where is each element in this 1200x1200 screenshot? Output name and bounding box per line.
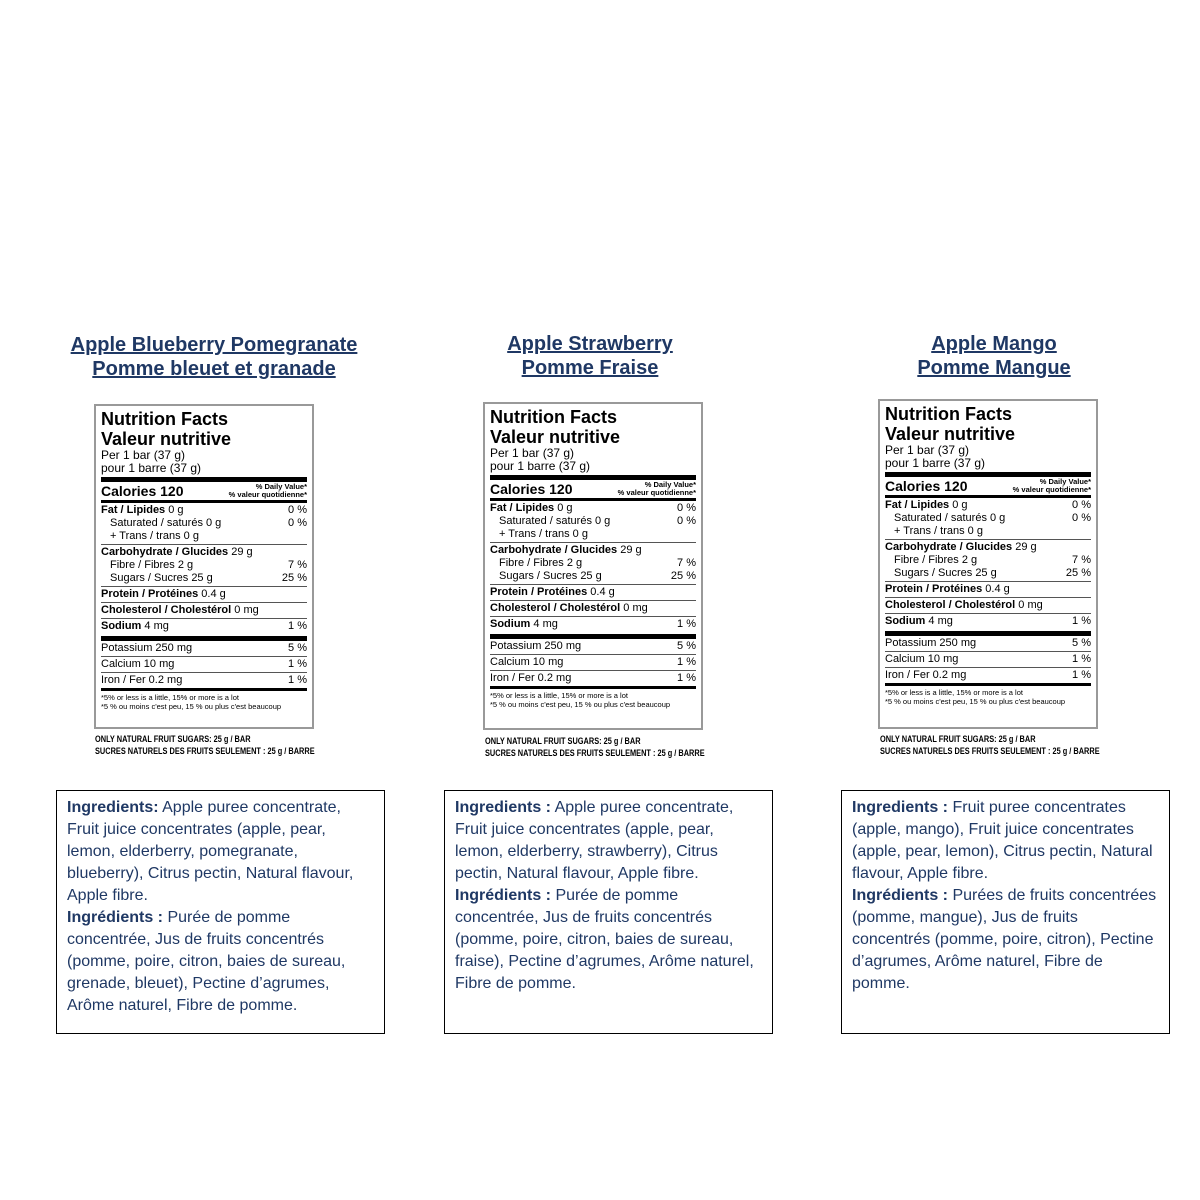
calcium-dv: 1 % bbox=[677, 656, 696, 668]
ingredients-fr-label: Ingrédients : bbox=[455, 887, 552, 904]
footnote-fr: *5 % ou moins c'est peu, 15 % ou plus c'est beaucoup bbox=[101, 702, 282, 711]
fibre: Fibre / Fibres 2 g bbox=[894, 554, 978, 566]
protein-label: Protein / Protéines bbox=[101, 588, 199, 600]
sugars-dv: 25 % bbox=[281, 572, 307, 584]
sugar-note bbox=[485, 735, 705, 759]
calcium-dv: 1 % bbox=[288, 658, 307, 670]
ingredients-en-text: Apple puree concentrate, Fruit juice concentrates (apple, pear, lemon, elderberry, pomegranate, blueberry), Citrus pectin, Natural flavour, Apple fibre. bbox=[67, 799, 354, 904]
dv-fr: % valeur quotidienne* bbox=[1012, 485, 1091, 494]
serving-en: Per 1 bar (37 g) bbox=[101, 448, 186, 462]
sugar-note bbox=[880, 733, 1100, 757]
nf-heading-fr: Valeur nutritive bbox=[101, 429, 232, 449]
calcium: Calcium 10 mg bbox=[101, 658, 175, 670]
sodium-value: 4 mg bbox=[928, 615, 953, 627]
carb-value: 29 g bbox=[1015, 541, 1037, 553]
ingredients-box bbox=[841, 790, 1170, 1034]
saturated: Saturated / saturés 0 g bbox=[499, 515, 611, 527]
product-title bbox=[894, 332, 1094, 380]
title-en: Apple Strawberry bbox=[507, 333, 673, 355]
calcium: Calcium 10 mg bbox=[490, 656, 564, 668]
iron-dv: 1 % bbox=[1072, 669, 1091, 681]
calories-value: 120 bbox=[944, 478, 968, 494]
iron-dv: 1 % bbox=[288, 674, 307, 686]
sugar-note-en: ONLY NATURAL FRUIT SUGARS: 25 g / BAR bbox=[485, 736, 641, 746]
protein-value: 0.4 g bbox=[985, 583, 1010, 595]
sugars-dv: 25 % bbox=[670, 570, 696, 582]
calcium: Calcium 10 mg bbox=[885, 653, 959, 665]
nf-heading-fr: Valeur nutritive bbox=[885, 424, 1016, 444]
sat-trans-dv: 0 % bbox=[288, 517, 307, 529]
carb-value: 29 g bbox=[620, 544, 642, 556]
fat-label: Fat / Lipides bbox=[101, 504, 166, 516]
serving-fr: pour 1 barre (37 g) bbox=[101, 461, 202, 475]
trans: + Trans / trans 0 g bbox=[894, 525, 983, 537]
ingredients-en-label: Ingredients: bbox=[67, 799, 159, 816]
footnote bbox=[101, 691, 307, 711]
potassium: Potassium 250 mg bbox=[101, 642, 193, 654]
ingredients-box bbox=[444, 790, 773, 1034]
chol-value: 0 mg bbox=[1018, 599, 1043, 611]
trans: + Trans / trans 0 g bbox=[110, 530, 199, 542]
sugars-dv: 25 % bbox=[1065, 567, 1091, 579]
sugar-note-fr: SUCRES NATURELS DES FRUITS SEULEMENT : 25 g / BARRE bbox=[880, 746, 1100, 756]
footnote-en: *5% or less is a little, 15% or more is a lot bbox=[885, 688, 1023, 697]
fat-group bbox=[101, 503, 307, 544]
sodium-dv: 1 % bbox=[677, 618, 696, 630]
serving-fr: pour 1 barre (37 g) bbox=[490, 459, 591, 473]
nutrition-facts-label bbox=[878, 399, 1098, 729]
fat-label: Fat / Lipides bbox=[885, 499, 950, 511]
nutrition-facts-label bbox=[94, 404, 314, 729]
footnote-en: *5% or less is a little, 15% or more is a lot bbox=[101, 693, 239, 702]
dv-en: % Daily Value* bbox=[255, 482, 307, 491]
sugar-note-fr: SUCRES NATURELS DES FRUITS SEULEMENT : 25 g / BARRE bbox=[95, 746, 315, 756]
footnote bbox=[885, 686, 1091, 706]
calories-row bbox=[101, 482, 307, 500]
sodium-dv: 1 % bbox=[1072, 615, 1091, 627]
carb-group bbox=[101, 545, 307, 586]
footnote-fr: *5 % ou moins c'est peu, 15 % ou plus c'est beaucoup bbox=[490, 700, 671, 709]
nf-heading-en: Nutrition Facts bbox=[490, 407, 618, 427]
ingredients-en-label: Ingredients : bbox=[852, 799, 949, 816]
calories-value: 120 bbox=[160, 483, 184, 499]
sodium-value: 4 mg bbox=[533, 618, 558, 630]
calories-row bbox=[885, 477, 1091, 495]
fat-dv: 0 % bbox=[677, 502, 696, 514]
sodium-label: Sodium bbox=[885, 615, 926, 627]
ingredients-fr-text: Purée de pomme concentrée, Jus de fruits concentrés (pomme, poire, citron, baies de sureau, grenade, bleuet), Pectine d’agrumes, Arôme naturel, Fibre de pomme. bbox=[67, 909, 346, 1014]
iron: Iron / Fer 0.2 mg bbox=[885, 669, 967, 681]
fibre-dv: 7 % bbox=[677, 557, 696, 569]
nf-heading-fr: Valeur nutritive bbox=[490, 427, 621, 447]
fibre-dv: 7 % bbox=[1072, 554, 1091, 566]
fat-value: 0 g bbox=[557, 502, 573, 514]
calories-label: Calories bbox=[885, 478, 941, 494]
nf-heading-en: Nutrition Facts bbox=[101, 409, 229, 429]
ingredients-box bbox=[56, 790, 385, 1034]
sugar-note-en: ONLY NATURAL FRUIT SUGARS: 25 g / BAR bbox=[95, 734, 251, 744]
sodium-value: 4 mg bbox=[144, 620, 169, 632]
title-fr: Pomme bleuet et granade bbox=[92, 358, 336, 380]
chol-value: 0 mg bbox=[623, 602, 648, 614]
calories-label: Calories bbox=[490, 481, 546, 497]
fibre: Fibre / Fibres 2 g bbox=[499, 557, 583, 569]
footnote-en: *5% or less is a little, 15% or more is a lot bbox=[490, 691, 628, 700]
calories-row bbox=[490, 480, 696, 498]
sat-trans-dv: 0 % bbox=[1072, 512, 1091, 524]
carb-value: 29 g bbox=[231, 546, 253, 558]
sugars: Sugars / Sucres 25 g bbox=[110, 572, 213, 584]
potassium-dv: 5 % bbox=[288, 642, 307, 654]
sugar-note-en: ONLY NATURAL FRUIT SUGARS: 25 g / BAR bbox=[880, 734, 1036, 744]
saturated: Saturated / saturés 0 g bbox=[894, 512, 1006, 524]
trans: + Trans / trans 0 g bbox=[499, 528, 588, 540]
carb-label: Carbohydrate / Glucides bbox=[101, 546, 229, 558]
ingredients-fr-text: Purées de fruits concentrées (pomme, mangue), Jus de fruits concentrés (pomme, poire, citron), Pectine d’agrumes, Arôme naturel, Fibre de pomme. bbox=[852, 887, 1157, 992]
carb-label: Carbohydrate / Glucides bbox=[490, 544, 618, 556]
iron-dv: 1 % bbox=[677, 672, 696, 684]
title-en: Apple Blueberry Pomegranate bbox=[70, 334, 358, 356]
protein-value: 0.4 g bbox=[590, 586, 615, 598]
ingredients-en-label: Ingredients : bbox=[455, 799, 552, 816]
protein-value: 0.4 g bbox=[201, 588, 226, 600]
dv-en: % Daily Value* bbox=[1039, 477, 1091, 486]
product-title bbox=[70, 333, 358, 381]
serving-fr: pour 1 barre (37 g) bbox=[885, 456, 986, 470]
protein-label: Protein / Protéines bbox=[490, 586, 588, 598]
ingredients-fr-label: Ingrédients : bbox=[67, 909, 164, 926]
potassium-dv: 5 % bbox=[677, 640, 696, 652]
calories-label: Calories bbox=[101, 483, 157, 499]
sugar-note-fr: SUCRES NATURELS DES FRUITS SEULEMENT : 25 g / BARRE bbox=[485, 748, 705, 758]
sodium-label: Sodium bbox=[101, 620, 142, 632]
ingredients-en-text: Apple puree concentrate, Fruit juice concentrates (apple, pear, lemon, elderberry, strawberry), Citrus pectin, Natural flavour, Apple fibre. bbox=[455, 799, 734, 882]
serving-en: Per 1 bar (37 g) bbox=[490, 446, 575, 460]
calcium-dv: 1 % bbox=[1072, 653, 1091, 665]
potassium: Potassium 250 mg bbox=[885, 637, 977, 649]
title-fr: Pomme Mangue bbox=[917, 357, 1071, 379]
serving-en: Per 1 bar (37 g) bbox=[885, 443, 970, 457]
iron: Iron / Fer 0.2 mg bbox=[490, 672, 572, 684]
fat-group bbox=[885, 498, 1091, 539]
chol-label: Cholesterol / Cholestérol bbox=[490, 602, 621, 614]
sat-trans-dv: 0 % bbox=[677, 515, 696, 527]
fibre: Fibre / Fibres 2 g bbox=[110, 559, 194, 571]
fat-dv: 0 % bbox=[1072, 499, 1091, 511]
ingredients-en-text: Fruit puree concentrates (apple, mango), Fruit juice concentrates (apple, pear, lemon), Citrus pectin, Natural flavour, Apple fibre. bbox=[852, 799, 1153, 882]
sodium-label: Sodium bbox=[490, 618, 531, 630]
chol-label: Cholesterol / Cholestérol bbox=[885, 599, 1016, 611]
fibre-dv: 7 % bbox=[288, 559, 307, 571]
footnote-fr: *5 % ou moins c'est peu, 15 % ou plus c'est beaucoup bbox=[885, 697, 1066, 706]
calories-value: 120 bbox=[549, 481, 573, 497]
carb-group bbox=[490, 543, 696, 584]
sugar-note bbox=[95, 733, 315, 757]
potassium: Potassium 250 mg bbox=[490, 640, 582, 652]
dv-fr: % valeur quotidienne* bbox=[617, 488, 696, 497]
fat-value: 0 g bbox=[952, 499, 968, 511]
fat-dv: 0 % bbox=[288, 504, 307, 516]
product-title bbox=[490, 332, 690, 380]
ingredients-fr-label: Ingrédients : bbox=[852, 887, 949, 904]
chol-label: Cholesterol / Cholestérol bbox=[101, 604, 232, 616]
fat-group bbox=[490, 501, 696, 542]
potassium-dv: 5 % bbox=[1072, 637, 1091, 649]
fat-label: Fat / Lipides bbox=[490, 502, 555, 514]
sugars: Sugars / Sucres 25 g bbox=[894, 567, 997, 579]
ingredients-fr-text: Purée de pomme concentrée, Jus de fruits concentrés (pomme, poire, citron, baies de sureau, fraise), Pectine d’agrumes, Arôme naturel, Fibre de pomme. bbox=[455, 887, 754, 992]
nutrition-facts-label bbox=[483, 402, 703, 730]
dv-fr: % valeur quotidienne* bbox=[228, 490, 307, 499]
footnote bbox=[490, 689, 696, 709]
carb-label: Carbohydrate / Glucides bbox=[885, 541, 1013, 553]
saturated: Saturated / saturés 0 g bbox=[110, 517, 222, 529]
carb-group bbox=[885, 540, 1091, 581]
dv-en: % Daily Value* bbox=[644, 480, 696, 489]
chol-value: 0 mg bbox=[234, 604, 259, 616]
title-fr: Pomme Fraise bbox=[521, 357, 659, 379]
protein-label: Protein / Protéines bbox=[885, 583, 983, 595]
iron: Iron / Fer 0.2 mg bbox=[101, 674, 183, 686]
fat-value: 0 g bbox=[168, 504, 184, 516]
nf-heading-en: Nutrition Facts bbox=[885, 404, 1013, 424]
title-en: Apple Mango bbox=[931, 333, 1057, 355]
sugars: Sugars / Sucres 25 g bbox=[499, 570, 602, 582]
sodium-dv: 1 % bbox=[288, 620, 307, 632]
